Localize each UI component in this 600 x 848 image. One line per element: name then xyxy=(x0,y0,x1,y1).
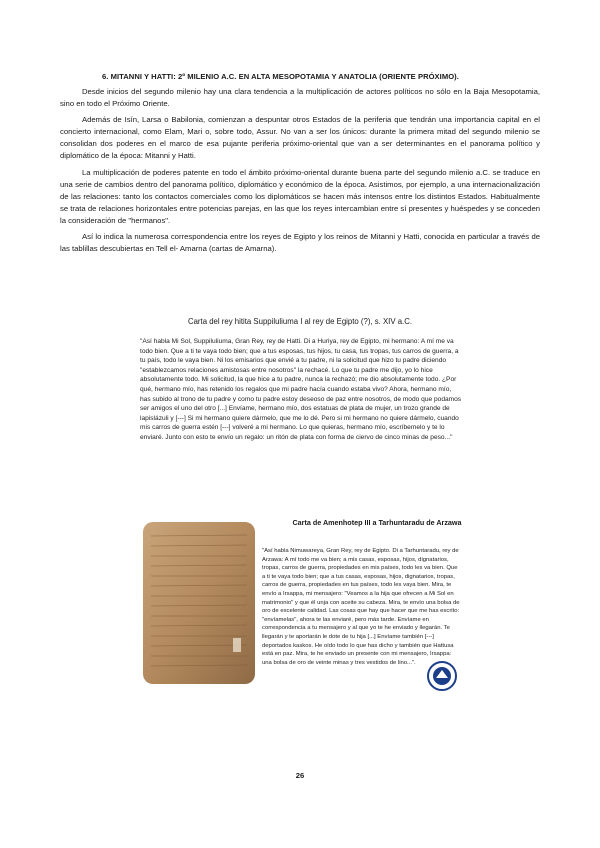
letter-2-text: "Así habla Nimuwareya, Gran Rey, rey de Egipto. Di a Tarhuntaradu, rey de Arzawa: A mí todo me va bien; a mis casas, esposas, hijos, dignatarios, tropas, carros de guerra, propiedades en mis países, todo les va bien. Que a ti te vaya todo bien; que a tus casas, esposas, hijos, dignatarios, tropas, carros de guerra, propiedades en tus países, todo les vaya bien. Mira, te envío a Irsappa, mi mensajero: "Veamos a la hija que ofrecen a Mi Sol en matrimonio" y que él unja con aceite su cabeza. Mira, te envío una bolsa de oro de excelente calidad. Las cosas que hay que hacer que me has escrito: "envíamelas", ahora te las enviaré, pero más tarde. Envíame en correspondencia a tu mensajero y al que yo te he enviado y llegarán. Te llegarán y te aportarán le dote de tu hija [...] Envíame también [---] deportados kaskos. He oído todo lo que has dicho y también que Hattusa está en paz. Mira, te he enviado un presente con mi mensajero, Irsappa: una bolsa de oro de veinte minas y tres vestidos de lino...". xyxy=(262,548,460,666)
letter-1-text: "Así habla Mi Sol, Suppiluliuma, Gran Rey, rey de Hatti. Di a Huriya, rey de Egipto, mi hermano: A mí me va todo bien. Que a ti te vaya todo bien; que a tus esposas, tus hijos, tu casa, tus tropas, tus carros de guerra, a tu país, todo le vaya bien. Ni los emisarios que envié a tu padre, ni la solicitud que hizo tu padre diciendo "establezcamos relaciones amistosas entre nosotros" la rechacé. Lo que tu padre me dijo, yo lo hice absolutamente todo. Mi solicitud, la que hice a tu padre, nunca la rechazó; me dio absolutamente todo. ¿Por qué, hermano mío, has retenido los regalos que mi padre hacía cuando estaba vivo? Ahora, hermano mío, has subido al trono de tu padre y como tu padre estoy deseoso de paz entre nosotros, de modo que podamos ser amigos el uno del otro [...] Envíame, hermano mío, dos estatuas de plata de mujer, un trozo grande de lapislázuli y [---] Si mi hermano quiere dármelo, que me lo dé. Pero si mi hermano no quiere dármelo, cuando mis carros de guerra estén [---] volveré a mi hermano. Lo que quieras, hermano mío, escríbemelo y te lo enviaré. Junto con esto te envío un regalo: un ritón de plata con forma de ciervo de cinco minas de peso..." xyxy=(140,338,462,441)
paragraph-2: Además de Isín, Larsa o Babilonia, comienzan a despuntar otros Estados de la periferia que tendrán una importancia capital en el concierto internacional, como Elam, Mari o, sobre todo, Assur. No van a ser los únicos: durante la primera mitad del segundo milenio se consolidan dos poderes en el marco de esa pujante periferia próximo-oriental que van a ser determinantes en el panorama político y diplomático de la época: Mitanni y Hatti. xyxy=(60,115,540,161)
clay-tablet-image xyxy=(137,518,261,688)
page-number: 26 xyxy=(295,771,305,780)
paragraph-3: La multiplicación de poderes patente en todo el ámbito próximo-oriental durante buena parte del segundo milenio a.C. se traduce en una serie de cambios dentro del panorama político, diplomático y económico de la época. Asistimos, por ejemplo, a una internacionalización de las relaciones: tanto los contactos comerciales como los diplomáticos se hacen más intensos entre los distintos Estados. Habitualmente se trata de relaciones horizontales entre potencias parejas, en las que los reyes intercambian entre sí presentes y huéspedes y se conceden la consideración de "hermanos". xyxy=(60,167,540,225)
paragraph-4: Así lo indica la numerosa correspondencia entre los reyes de Egipto y los reinos de Mitanni y Hatti, conocida en particular a través de las tablillas descubiertas en Tell el- Amarna (cartas de Amarna). xyxy=(60,232,540,254)
body-text xyxy=(60,86,540,259)
letter-2-title: Carta de Amenhotep III a Tarhuntaradu de Arzawa xyxy=(292,518,462,527)
section-heading: 6. MITANNI Y HATTI: 2º MILENIO A.C. EN ALTA MESOPOTAMIA Y ANATOLIA (ORIENTE PRÓXIMO). xyxy=(102,72,459,81)
paragraph-1: Desde inicios del segundo milenio hay una clara tendencia a la multiplicación de actores políticos no sólo en la Baja Mesopotamia, sino en todo el Próximo Oriente. xyxy=(60,87,540,109)
letter-1-title: Carta del rey hitita Suppiluliuma I al rey de Egipto (?), s. XIV a.C. xyxy=(187,317,413,326)
seal-logo-icon xyxy=(426,660,458,692)
